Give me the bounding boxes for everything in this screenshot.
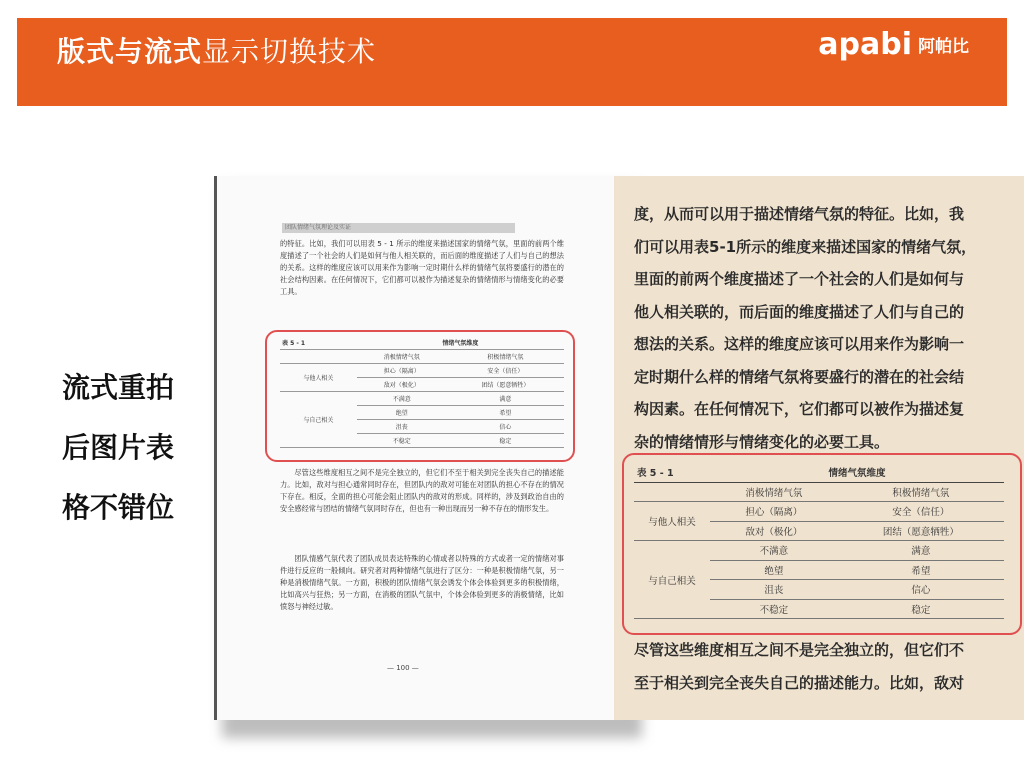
- reflow-table-cell: 安全（信任）: [838, 502, 1004, 522]
- page-number: — 100 —: [387, 664, 419, 672]
- page-table-cell: 绝望: [357, 406, 447, 420]
- page-table-cell: 团结（愿意牺牲）: [447, 378, 564, 392]
- page-table-col-neg: 消极情绪气氛: [357, 350, 447, 364]
- apabi-logo: [818, 28, 969, 60]
- side-caption-line-2: 后图片表: [62, 431, 175, 464]
- reflow-table-cell: 稳定: [838, 599, 1004, 619]
- reflow-table-cell: 满意: [838, 541, 1004, 561]
- reflow-table-cell: 希望: [838, 560, 1004, 580]
- page-table-label: 表 5 - 1: [280, 336, 357, 350]
- reflow-text-top: [634, 198, 1006, 458]
- reflow-line: 他人相关联的，而后面的维度描述了人们与自己的: [634, 302, 965, 321]
- reflow-table-highlight: [622, 453, 1022, 635]
- page-table-group-2: 与自己相关: [280, 392, 357, 448]
- reflow-table-cell: 不满意: [710, 541, 838, 561]
- page-table-cell: 不稳定: [357, 434, 447, 448]
- page-table-cell: 不满意: [357, 392, 447, 406]
- slide-title-rest: 显示切换技术: [202, 35, 377, 68]
- side-caption-line-3: 格不错位: [62, 491, 175, 524]
- reflow-table-group-1: 与他人相关: [634, 502, 710, 541]
- side-caption: [62, 358, 212, 538]
- reflow-line: 里面的前两个维度描述了一个社会的人们是如何与: [634, 270, 965, 288]
- logo-latin: apabi: [818, 26, 912, 62]
- reflow-table-cell: 担心（隔离）: [710, 502, 838, 522]
- page-table-cell: 希望: [447, 406, 564, 420]
- page-paragraph-1: 的特征。比如，我们可以用表 5 - 1 所示的维度来描述国家的情绪气氛，里面的前两个维度描述了一个社会的人们是如何与他人相关联的，而后面的维度描述了人们与自己的想法的关系。这样的维度应该可以用来作为影响一定时期什么样的情绪气氛将要盛行的潜在的社会结构因素。在任何情况下，它们都可以被作为描述复杂的情绪情形与情绪变化的必要工具。: [280, 239, 564, 296]
- reflow-table-label: 表 5 - 1: [634, 463, 710, 482]
- reflow-table-cell: 不稳定: [710, 599, 838, 619]
- reflow-line: 度，从而可以用于描述情绪气氛的特征。比如，我: [634, 205, 965, 223]
- reflow-text-bottom: [634, 634, 1006, 699]
- reflow-line: 想法的关系。这样的维度应该可以用来作为影响一: [634, 335, 965, 353]
- page-table-highlight: [265, 330, 575, 462]
- page-table-cell: 安全（信任）: [447, 364, 564, 378]
- page-table-group-1: 与他人相关: [280, 364, 357, 392]
- reflow-table-cell: 信心: [838, 580, 1004, 600]
- page-table-caption: 情绪气氛维度: [357, 336, 564, 350]
- reflow-table-cell: 沮丧: [710, 580, 838, 600]
- reflow-table-col-pos: 积极情绪气氛: [838, 482, 1004, 502]
- page-table-cell: 稳定: [447, 434, 564, 448]
- reflow-table-caption: 情绪气氛维度: [710, 463, 1004, 482]
- reflow-line: 构因素。在任何情况下，它们都可以被作为描述复: [634, 400, 965, 418]
- page-running-head: 团队情绪气氛理论及实证: [282, 223, 515, 233]
- page-paragraph-2: 尽管这些维度相互之间不是完全独立的，但它们不至于相关到完全丧失自己的描述能力。比如，敌对与担心通常同时存在，但团队内的敌对可能在对团队的担心不存在的情况下存在。相反，全面的担心可能会阻止团队内的敌对的形成。同样的，涉及到政治自由的安全感经常与团结的情绪气氛同时存在，但也有一种出现而另一种不存在的情形发生。: [280, 468, 564, 513]
- slide-title-bold: 版式与流式: [57, 35, 203, 68]
- reflow-line: 定时期什么样的情绪气氛将要盛行的潜在的社会结: [634, 367, 965, 386]
- reflow-line: 尽管这些维度相互之间不是完全独立的，但它们不: [634, 641, 965, 659]
- page-table-cell: 担心（隔离）: [357, 364, 447, 378]
- reflow-table-cell: 敌对（极化）: [710, 521, 838, 541]
- side-caption-line-1: 流式重拍: [62, 371, 175, 404]
- reflow-table-cell: 团结（愿意牺牲）: [838, 521, 1004, 541]
- reflow-line: 杂的情绪情形与情绪变化的必要工具。: [634, 432, 890, 451]
- page-table-cell: 满意: [447, 392, 564, 406]
- reflow-table-col-neg: 消极情绪气氛: [710, 482, 838, 502]
- page-table-cell: 信心: [447, 420, 564, 434]
- reflow-table-group-2: 与自己相关: [634, 541, 710, 619]
- reflow-line: 们可以用表5-1所示的维度来描述国家的情绪气氛，: [634, 237, 977, 256]
- reflow-line: 至于相关到完全丧失自己的描述能力。比如，敌对: [634, 673, 965, 692]
- page-table-cell: 沮丧: [357, 420, 447, 434]
- logo-cn: 阿帕比: [918, 36, 969, 57]
- page-table-cell: 敌对（极化）: [357, 378, 447, 392]
- slide-title: [57, 30, 376, 70]
- page-table-col-pos: 积极情绪气氛: [447, 350, 564, 364]
- reflow-table-cell: 绝望: [710, 560, 838, 580]
- page-paragraph-3: 团队情感气氛代表了团队成员表达特殊的心情或者以特殊的方式或者一定的情绪对事件进行反应的一般倾向。研究者对两种情绪气氛进行了区分：一种是积极情绪气氛，另一种是消极情绪气氛。一方面，积极的团队情绪气氛会诱发个体会体验到更多的积极情绪，比如高兴与狂热；另一方面，在消极的团队气氛中，个体会体验到更多的消极情绪，比如愤怒与神经过敏。: [280, 554, 564, 611]
